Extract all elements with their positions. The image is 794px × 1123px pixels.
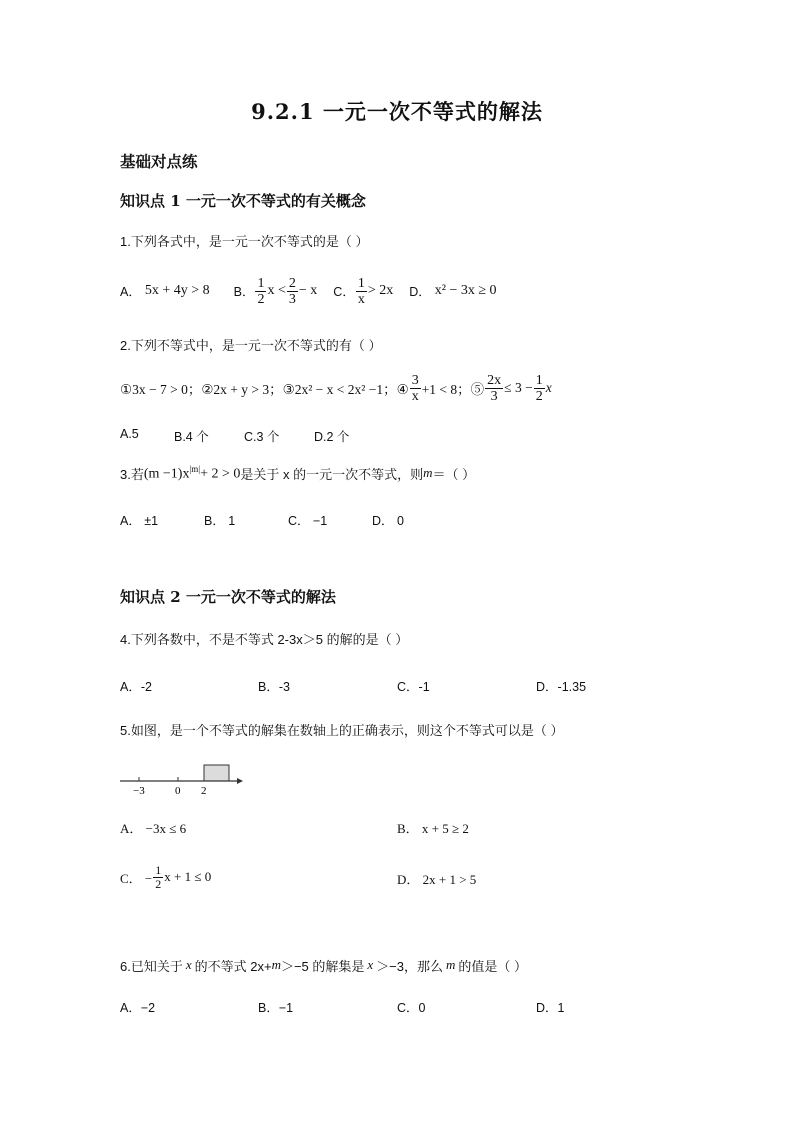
q5-option-a: A． −3x ≤ 6 (120, 821, 187, 836)
knowledge-point-2-heading: 知识点 2 一元一次不等式的解法 (120, 588, 336, 606)
question-5-stem: 5.如图，是一个不等式的解集在数轴上的正确表示，则这个不等式可以是（ ） (120, 723, 564, 738)
q1-option-b-frac2: $\frac{2}{3}$ (288, 275, 296, 307)
q1-option-b-frac1: $\frac{1}{2}$ (257, 275, 265, 307)
q2-option-c: C.3 个 (244, 430, 280, 444)
q5-option-b: B． x + 5 ≥ 2 (397, 821, 469, 836)
question-1-stem: 1.下列各式中，是一元一次不等式的是（ ） (120, 234, 369, 249)
q2-item5-frac2: $\frac{1}{2}$ (535, 372, 543, 404)
q3-option-b: B． 1 (204, 514, 236, 528)
q6-stem-part-a: 6.已知关于 (120, 958, 183, 974)
number-line-figure (115, 760, 245, 800)
q2-item5-mid: ≤ 3 − (504, 380, 533, 395)
q3-stem-suffix: ＝（ ） (432, 466, 476, 482)
q3-stem-middle: 是关于 x 的一元一次不等式，则 (240, 466, 424, 482)
q5-option-d: D． 2x + 1 > 5 (397, 872, 477, 887)
q6-stem-part-d: ＞−3，那么 (376, 958, 443, 974)
q1-option-b-mid: x < (267, 283, 286, 298)
q1-option-b-label: B． (233, 285, 255, 299)
axis-label-2: 2 (201, 785, 207, 797)
q1-option-c-label: C． (333, 285, 355, 299)
q4-option-d: D．-1.35 (536, 680, 587, 694)
page-title: 9.2.1 一元一次不等式的解法 (251, 99, 543, 124)
q5-option-c (120, 858, 211, 896)
q5-option-c-tail: x + 1 ≤ 0 (164, 869, 212, 884)
q2-item5-frac1: $\frac{2x}{3}$ (487, 372, 502, 404)
q4-option-c: C．-1 (397, 680, 430, 694)
q2-item4-frac: $\frac{3}{x}$ (411, 372, 419, 404)
q6-stem-x2: x (367, 957, 374, 972)
question-2-items (120, 368, 552, 408)
question-1-options (120, 271, 497, 311)
q1-option-d-label: D． (409, 285, 431, 299)
q6-stem-x: x (185, 957, 192, 972)
q4-option-b: B．-3 (258, 680, 290, 694)
solution-region (204, 765, 229, 781)
q6-stem-part-b: 的不等式 2x+ (194, 958, 272, 974)
q6-stem-m: m (271, 957, 281, 972)
axis-label-0: 0 (175, 785, 181, 797)
q3-stem-variable: m (423, 465, 433, 480)
q3-option-d: D． 0 (372, 514, 404, 528)
q6-option-c: C．0 (397, 1001, 426, 1015)
q2-option-a: A.5 (120, 427, 139, 441)
axis-label-neg3: −3 (133, 785, 145, 797)
q6-option-d: D．1 (536, 1001, 565, 1015)
q2-items-1-4: ①3x − 7 > 0；②2x + y > 3；③2x² − x < 2x² −1；④ (120, 382, 409, 397)
q6-option-b: B．−1 (258, 1001, 294, 1015)
q5-option-c-label: C． − (120, 870, 153, 886)
section-heading: 基础对点练 (120, 152, 198, 171)
q3-option-c: C． −1 (288, 514, 328, 528)
q2-option-d: D.2 个 (314, 430, 350, 444)
q6-option-a: A．−2 (120, 1001, 156, 1015)
q1-option-a-expr: 5x + 4y > 8 (144, 283, 210, 298)
question-6-stem (120, 955, 527, 975)
axis-arrow (237, 778, 243, 784)
q1-option-d-expr: x² − 3x ≥ 0 (434, 283, 497, 298)
question-2-stem: 2.下列不等式中，是一元一次不等式的有（ ） (120, 338, 382, 353)
knowledge-point-1-heading: 知识点 1 一元一次不等式的有关概念 (120, 192, 366, 210)
q2-item5-tail: x (545, 380, 552, 395)
q3-option-a: A． ±1 (120, 514, 159, 528)
q1-option-c-frac: $\frac{1}{x}$ (357, 275, 365, 307)
q2-option-b: B.4 个 (174, 430, 209, 444)
q3-stem-prefix: 3.若 (120, 466, 144, 482)
q5-option-c-frac: $\frac{1}{2}$ (155, 862, 162, 891)
question-3-stem (120, 462, 475, 484)
question-4-stem: 4.下列各数中，不是不等式 2-3x＞5 的解的是（ ） (120, 632, 409, 647)
q6-stem-part-e: 的值是（ ） (458, 958, 528, 974)
q6-stem-m2: m (446, 957, 456, 972)
q1-option-a-label: A． (120, 285, 141, 299)
q1-option-b-tail: − x (298, 283, 318, 298)
q1-option-c-tail: > 2x (367, 283, 394, 298)
q2-item4-tail: +1 < 8；⑤ (421, 382, 485, 397)
q6-stem-part-c: ＞−5 的解集是 (280, 958, 365, 974)
q4-option-a: A．-2 (120, 680, 152, 694)
q3-stem-expr: $(m -1)x^{|m|}+ 2 > 0$ (143, 463, 241, 482)
